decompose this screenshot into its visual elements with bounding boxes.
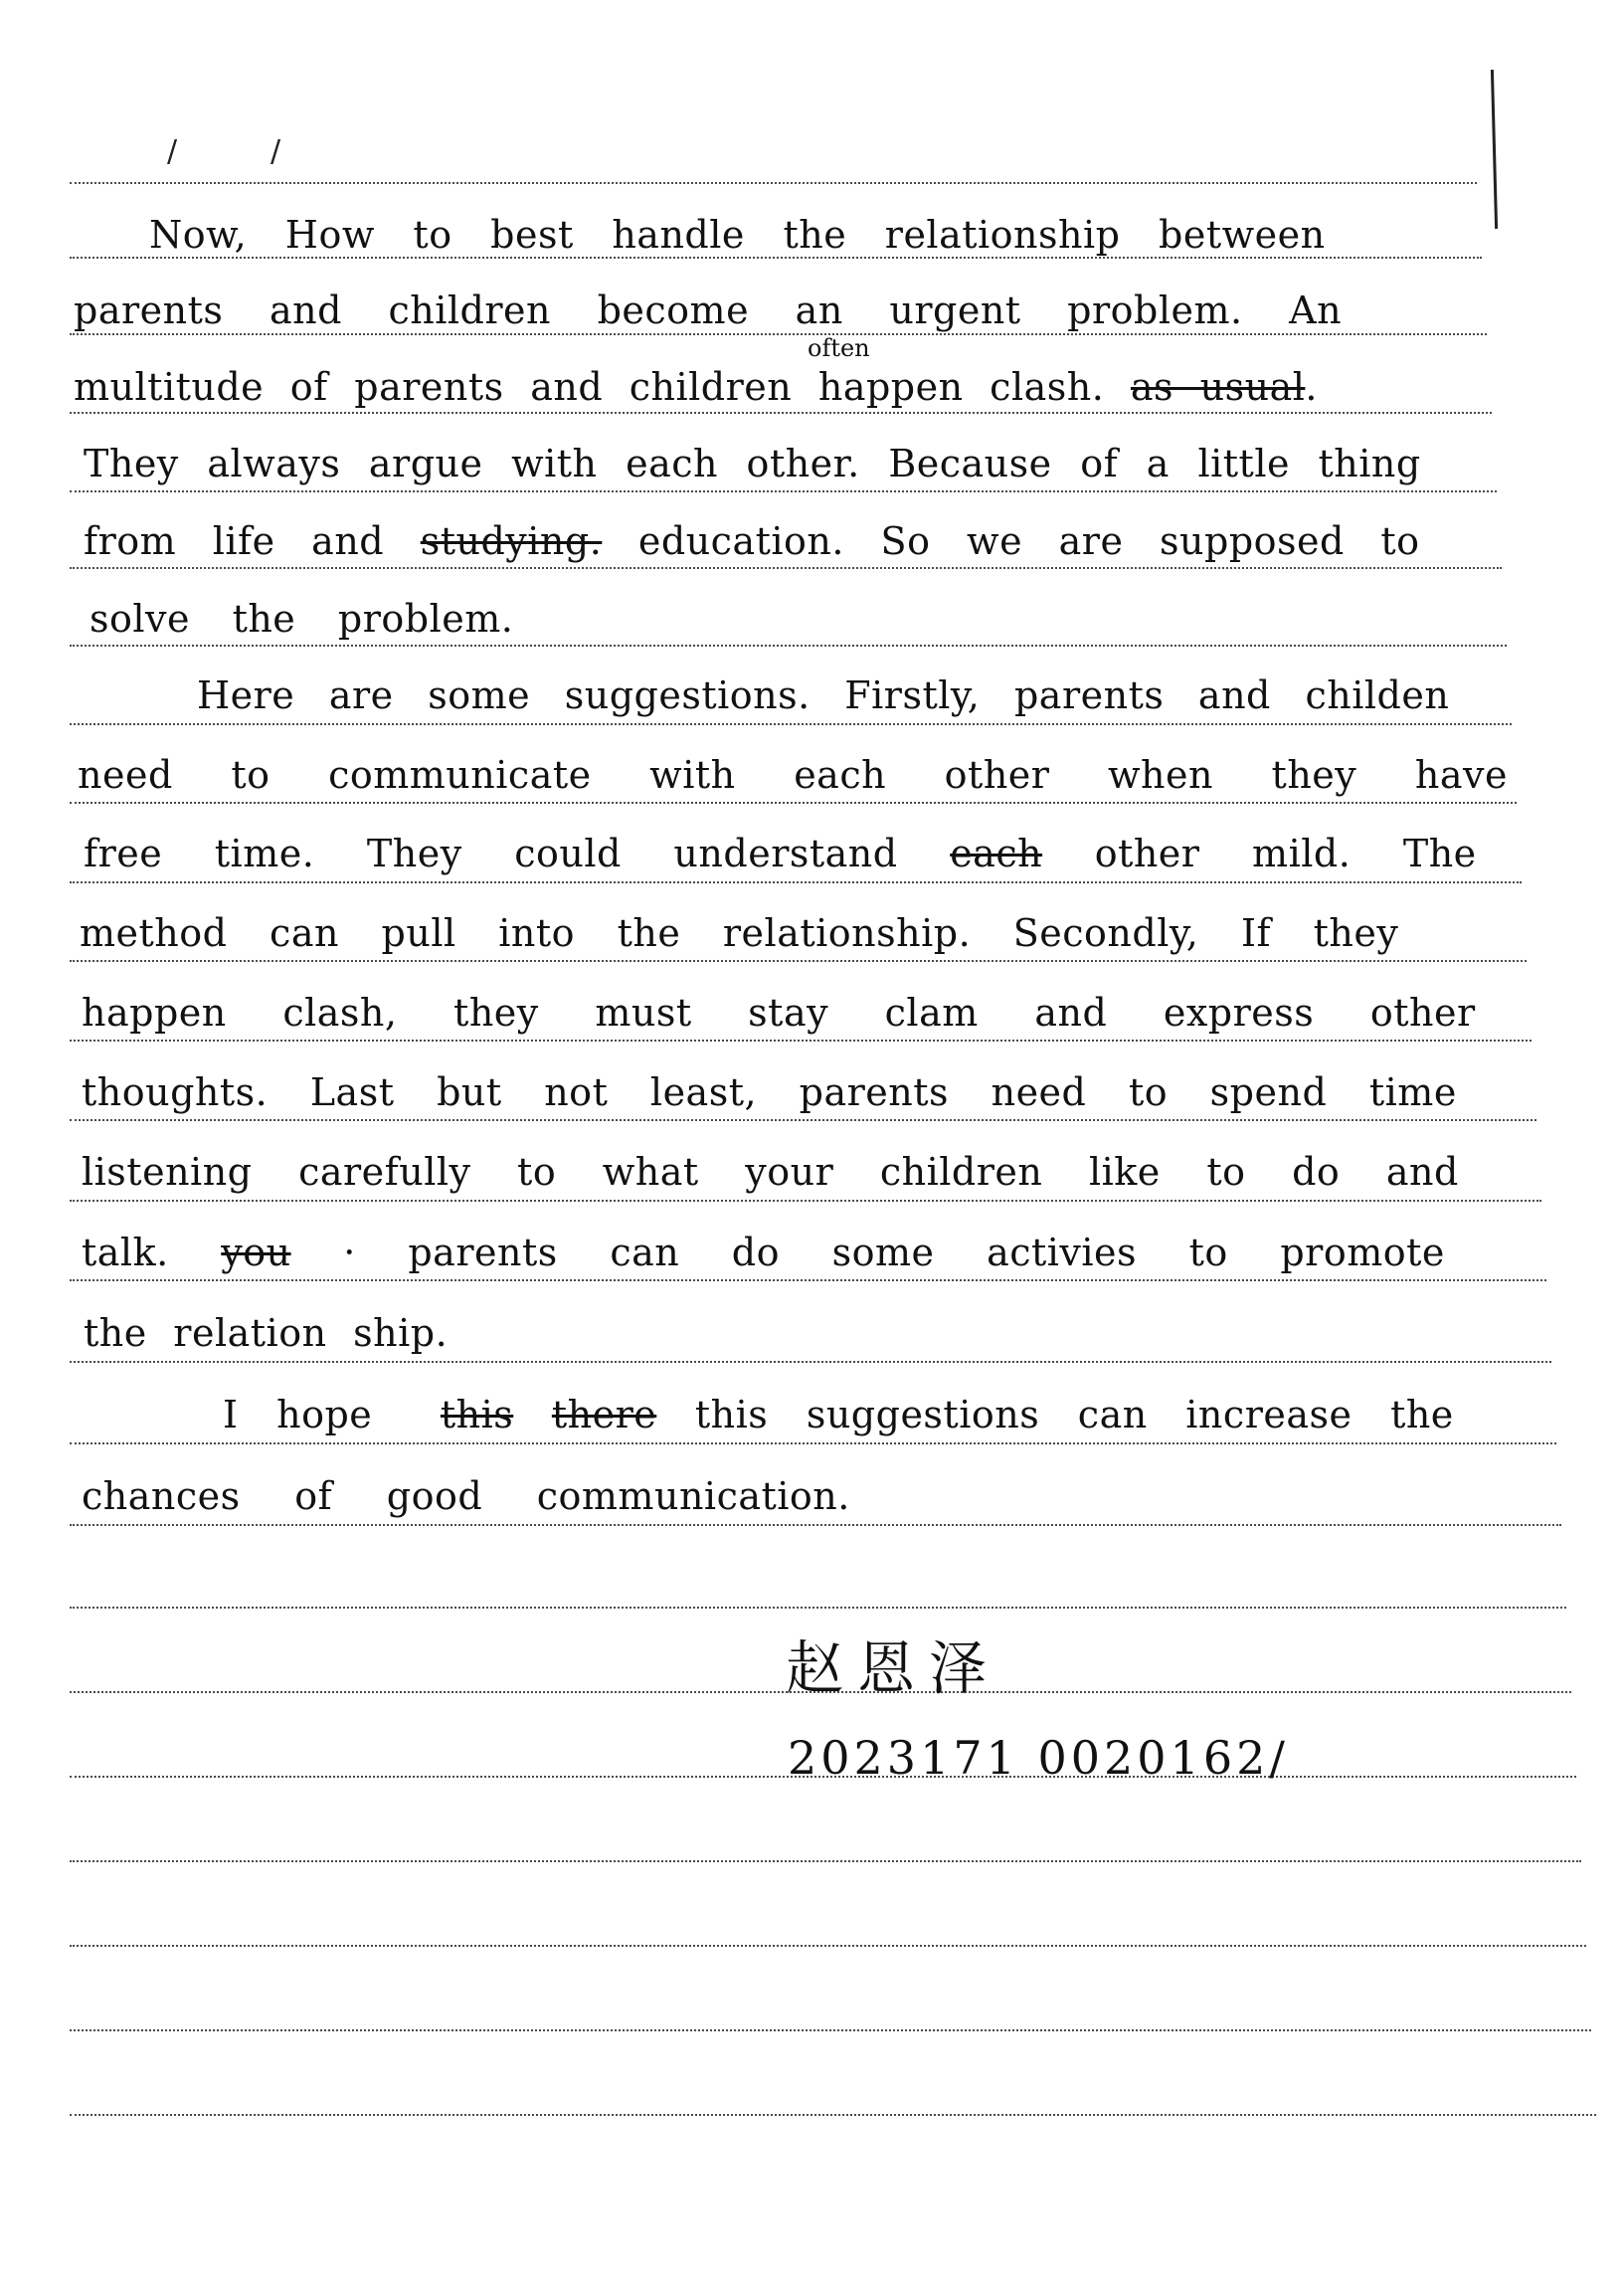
student-signature: 赵恩泽 bbox=[786, 1634, 1001, 1702]
essay-line bbox=[74, 365, 1318, 409]
essay-line bbox=[82, 1231, 1445, 1274]
essay-line: happen clash, they must stay clam and express other bbox=[82, 991, 1476, 1035]
ruled-line bbox=[70, 723, 1512, 725]
struck-text: there bbox=[551, 1393, 657, 1436]
ruled-line bbox=[70, 490, 1497, 492]
student-id: 2023171 0020162/ bbox=[788, 1731, 1289, 1785]
essay-line: Now, How to best handle the relationship between bbox=[149, 213, 1326, 257]
ruled-line bbox=[70, 1607, 1566, 1609]
struck-text: as usual bbox=[1130, 365, 1306, 409]
essay-text: happen clash. bbox=[817, 365, 1105, 409]
ruled-line bbox=[70, 2114, 1596, 2116]
essay-line: They always argue with each other. Because of a little thing bbox=[84, 442, 1421, 485]
essay-text: · parents can do some activies to promote bbox=[343, 1231, 1445, 1274]
essay-text: this suggestions can increase the bbox=[694, 1393, 1454, 1436]
inserted-word: often bbox=[808, 334, 870, 362]
essay-text: from life and bbox=[84, 519, 385, 563]
essay-line bbox=[84, 832, 1477, 875]
essay-line: method can pull into the relationship. Secondly, If they bbox=[80, 911, 1399, 955]
ruled-line bbox=[70, 1040, 1532, 1042]
ruled-line bbox=[70, 1442, 1556, 1444]
essay-line: the relation ship. bbox=[84, 1311, 449, 1355]
ruled-line bbox=[70, 333, 1487, 335]
ruled-line bbox=[70, 645, 1507, 647]
struck-text: studying. bbox=[420, 519, 603, 563]
essay-text: education. So we are supposed to bbox=[637, 519, 1420, 563]
ruled-line bbox=[70, 1119, 1536, 1121]
essay-line: Here are some suggestions. Firstly, parents and childen bbox=[197, 673, 1450, 717]
ruled-line bbox=[70, 182, 1477, 184]
essay-text: multitude of parents and children bbox=[74, 365, 793, 409]
header-mark: / bbox=[167, 134, 178, 169]
essay-line: parents and children become an urgent problem. An bbox=[74, 288, 1343, 332]
essay-line: listening carefully to what your children like to do and bbox=[82, 1150, 1459, 1194]
ruled-line bbox=[70, 802, 1517, 804]
essay-text: talk. bbox=[82, 1231, 169, 1274]
ruled-line bbox=[70, 257, 1482, 259]
ruled-line bbox=[70, 567, 1502, 569]
ruled-line bbox=[70, 412, 1492, 414]
ruled-line bbox=[70, 1200, 1541, 1202]
struck-text: each bbox=[950, 832, 1043, 875]
ruled-line bbox=[70, 2029, 1591, 2031]
struck-text: this bbox=[440, 1393, 514, 1436]
essay-line bbox=[223, 1393, 1454, 1436]
ruled-line bbox=[70, 1860, 1581, 1862]
essay-line: solve the problem. bbox=[90, 597, 514, 641]
essay-text: I hope bbox=[223, 1393, 373, 1436]
essay-line: chances of good communication. bbox=[82, 1474, 850, 1518]
essay-text: free time. They could understand bbox=[84, 832, 898, 875]
essay-line bbox=[84, 519, 1420, 563]
essay-line: need to communicate with each other when they have bbox=[78, 753, 1508, 797]
essay-line: thoughts. Last but not least, parents need to spend time bbox=[82, 1070, 1457, 1114]
ruled-line bbox=[70, 1279, 1546, 1281]
struck-text: you bbox=[221, 1231, 291, 1274]
ruled-line bbox=[70, 881, 1522, 883]
essay-text: other mild. The bbox=[1094, 832, 1477, 875]
ruled-line bbox=[70, 1361, 1551, 1363]
ruled-line bbox=[70, 1524, 1561, 1526]
ruled-line bbox=[70, 960, 1527, 962]
header-mark: / bbox=[271, 134, 281, 169]
ruled-line bbox=[70, 1945, 1586, 1947]
essay-text: . bbox=[1305, 365, 1318, 409]
margin-line bbox=[1491, 70, 1498, 229]
